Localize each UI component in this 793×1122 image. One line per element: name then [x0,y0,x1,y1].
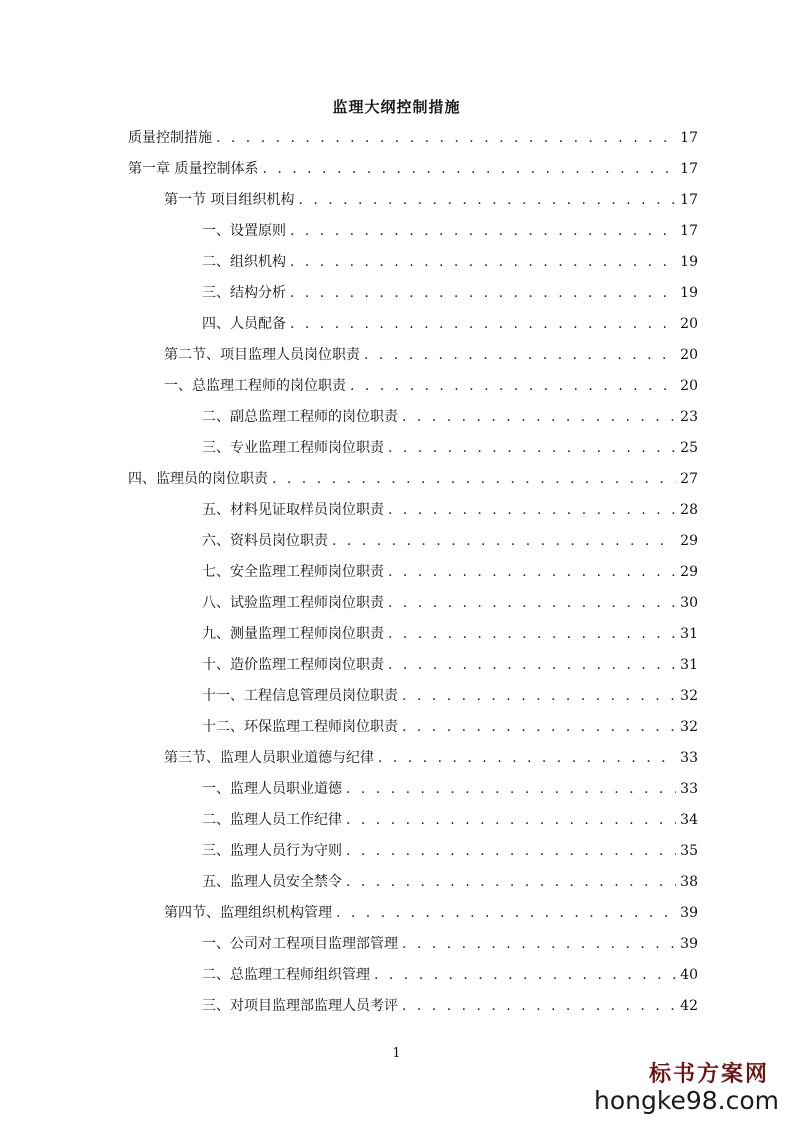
watermark-domain-text: hongke98.com [594,1086,779,1115]
dot-leader [346,779,676,799]
toc-entry[interactable] [202,934,698,954]
watermark-chinese-text: 标书方案网 [648,1061,769,1087]
toc-page-number: 32 [680,688,698,704]
dot-leader [290,252,676,272]
dot-leader [378,748,676,768]
toc-label: 九、测量监理工程师岗位职责 [202,626,384,642]
toc-label: 质量控制措施 [128,130,212,146]
toc-page-number: 42 [680,998,698,1014]
toc-label: 二、总监理工程师组织管理 [202,967,370,983]
dot-leader [298,190,676,210]
toc-entry[interactable] [202,779,698,799]
toc-entry[interactable] [202,810,698,830]
toc-label: 第一章 质量控制体系 [128,161,259,177]
toc-page-number: 33 [680,750,698,766]
dot-leader [388,438,676,458]
toc-label: 三、监理人员行为守则 [202,843,342,859]
toc-label: 第四节、监理组织机构管理 [164,905,332,921]
toc-label: 一、公司对工程项目监理部管理 [202,936,398,952]
toc-label: 十、造价监理工程师岗位职责 [202,657,384,673]
toc-label: 五、监理人员安全禁令 [202,874,342,890]
toc-entry[interactable] [164,376,698,396]
dot-leader [388,624,676,644]
toc-entry[interactable] [202,717,698,737]
toc-label: 第一节 项目组织机构 [164,192,295,208]
toc-entry[interactable] [164,190,698,210]
toc-label: 第二节、项目监理人员岗位职责 [164,347,360,363]
toc-page-number: 19 [680,254,698,270]
toc-page-number: 27 [680,471,698,487]
dot-leader [336,903,676,923]
toc-label: 一、监理人员职业道德 [202,781,342,797]
toc-entry[interactable] [202,438,698,458]
toc-page-number: 23 [680,409,698,425]
toc-entry[interactable] [164,903,698,923]
dot-leader [388,655,676,675]
toc-entry[interactable] [202,872,698,892]
toc-entry[interactable] [128,469,698,489]
dot-leader [402,934,676,954]
toc-entry[interactable] [202,686,698,706]
toc-entry[interactable] [202,252,698,272]
toc-entry[interactable] [202,221,698,241]
site-watermark [594,1057,779,1114]
dot-leader [262,159,676,179]
toc-label: 三、结构分析 [202,285,286,301]
dot-leader [402,407,676,427]
toc-entry[interactable] [164,345,698,365]
dot-leader [402,996,676,1016]
toc-page-number: 35 [680,843,698,859]
toc-label: 八、试验监理工程师岗位职责 [202,595,384,611]
toc-page-number: 29 [680,533,698,549]
toc-page-number: 39 [680,936,698,952]
toc-page-number: 39 [680,905,698,921]
toc-label: 七、安全监理工程师岗位职责 [202,564,384,580]
dot-leader [290,283,676,303]
toc-page-number: 34 [680,812,698,828]
toc-page-number: 17 [680,130,698,146]
toc-entry[interactable] [128,128,698,148]
toc-page-number: 32 [680,719,698,735]
toc-label: 一、设置原则 [202,223,286,239]
toc-entry[interactable] [202,562,698,582]
toc-entry[interactable] [202,593,698,613]
toc-page-number: 17 [680,161,698,177]
toc-page-number: 31 [680,626,698,642]
toc-page-number: 31 [680,657,698,673]
toc-page-number: 19 [680,285,698,301]
toc-page-number: 29 [680,564,698,580]
toc-page-number: 30 [680,595,698,611]
dot-leader [346,841,676,861]
document-title: 监理大纲控制措施 [332,98,461,116]
dot-leader [388,593,676,613]
toc-label: 二、组织机构 [202,254,286,270]
toc-entry[interactable] [202,531,698,551]
toc-page-number: 20 [680,378,698,394]
toc-label: 三、专业监理工程师岗位职责 [202,440,384,456]
toc-label: 二、监理人员工作纪律 [202,812,342,828]
toc-page-number: 20 [680,316,698,332]
toc-label: 五、材料见证取样员岗位职责 [202,502,384,518]
dot-leader [402,717,676,737]
toc-page-number: 33 [680,781,698,797]
dot-leader [272,469,676,489]
toc-label: 六、资料员岗位职责 [202,533,328,549]
toc-entry[interactable] [202,655,698,675]
toc-entry[interactable] [202,283,698,303]
page-number: 1 [392,1046,401,1061]
toc-entry[interactable] [202,407,698,427]
toc-page-number: 17 [680,192,698,208]
dot-leader [388,562,676,582]
toc-label: 四、人员配备 [202,316,286,332]
toc-entry[interactable] [202,996,698,1016]
toc-entry[interactable] [202,314,698,334]
toc-page-number: 20 [680,347,698,363]
dot-leader [346,810,676,830]
dot-leader [402,686,676,706]
toc-page-number: 25 [680,440,698,456]
dot-leader [290,221,676,241]
toc-entry[interactable] [202,624,698,644]
toc-entry[interactable] [202,965,698,985]
dot-leader [388,500,676,520]
toc-page-number: 28 [680,502,698,518]
toc-page-number: 40 [680,967,698,983]
dot-leader [364,345,676,365]
dot-leader [350,376,676,396]
dot-leader [374,965,676,985]
toc-label: 二、副总监理工程师的岗位职责 [202,409,398,425]
toc-label: 一、总监理工程师的岗位职责 [164,378,346,394]
toc-label: 十二、环保监理工程师岗位职责 [202,719,398,735]
toc-label: 四、监理员的岗位职责 [128,471,268,487]
toc-entry[interactable] [202,841,698,861]
toc-label: 十一、工程信息管理员岗位职责 [202,688,398,704]
dot-leader [346,872,676,892]
toc-entry[interactable] [164,748,698,768]
dot-leader [290,314,676,334]
toc-page-number: 38 [680,874,698,890]
dot-leader [216,128,676,148]
toc-label: 三、对项目监理部监理人员考评 [202,998,398,1014]
toc-page-number: 17 [680,223,698,239]
dot-leader [332,531,676,551]
toc-entry[interactable] [202,500,698,520]
toc-entry[interactable] [128,159,698,179]
toc-label: 第三节、监理人员职业道德与纪律 [164,750,374,766]
